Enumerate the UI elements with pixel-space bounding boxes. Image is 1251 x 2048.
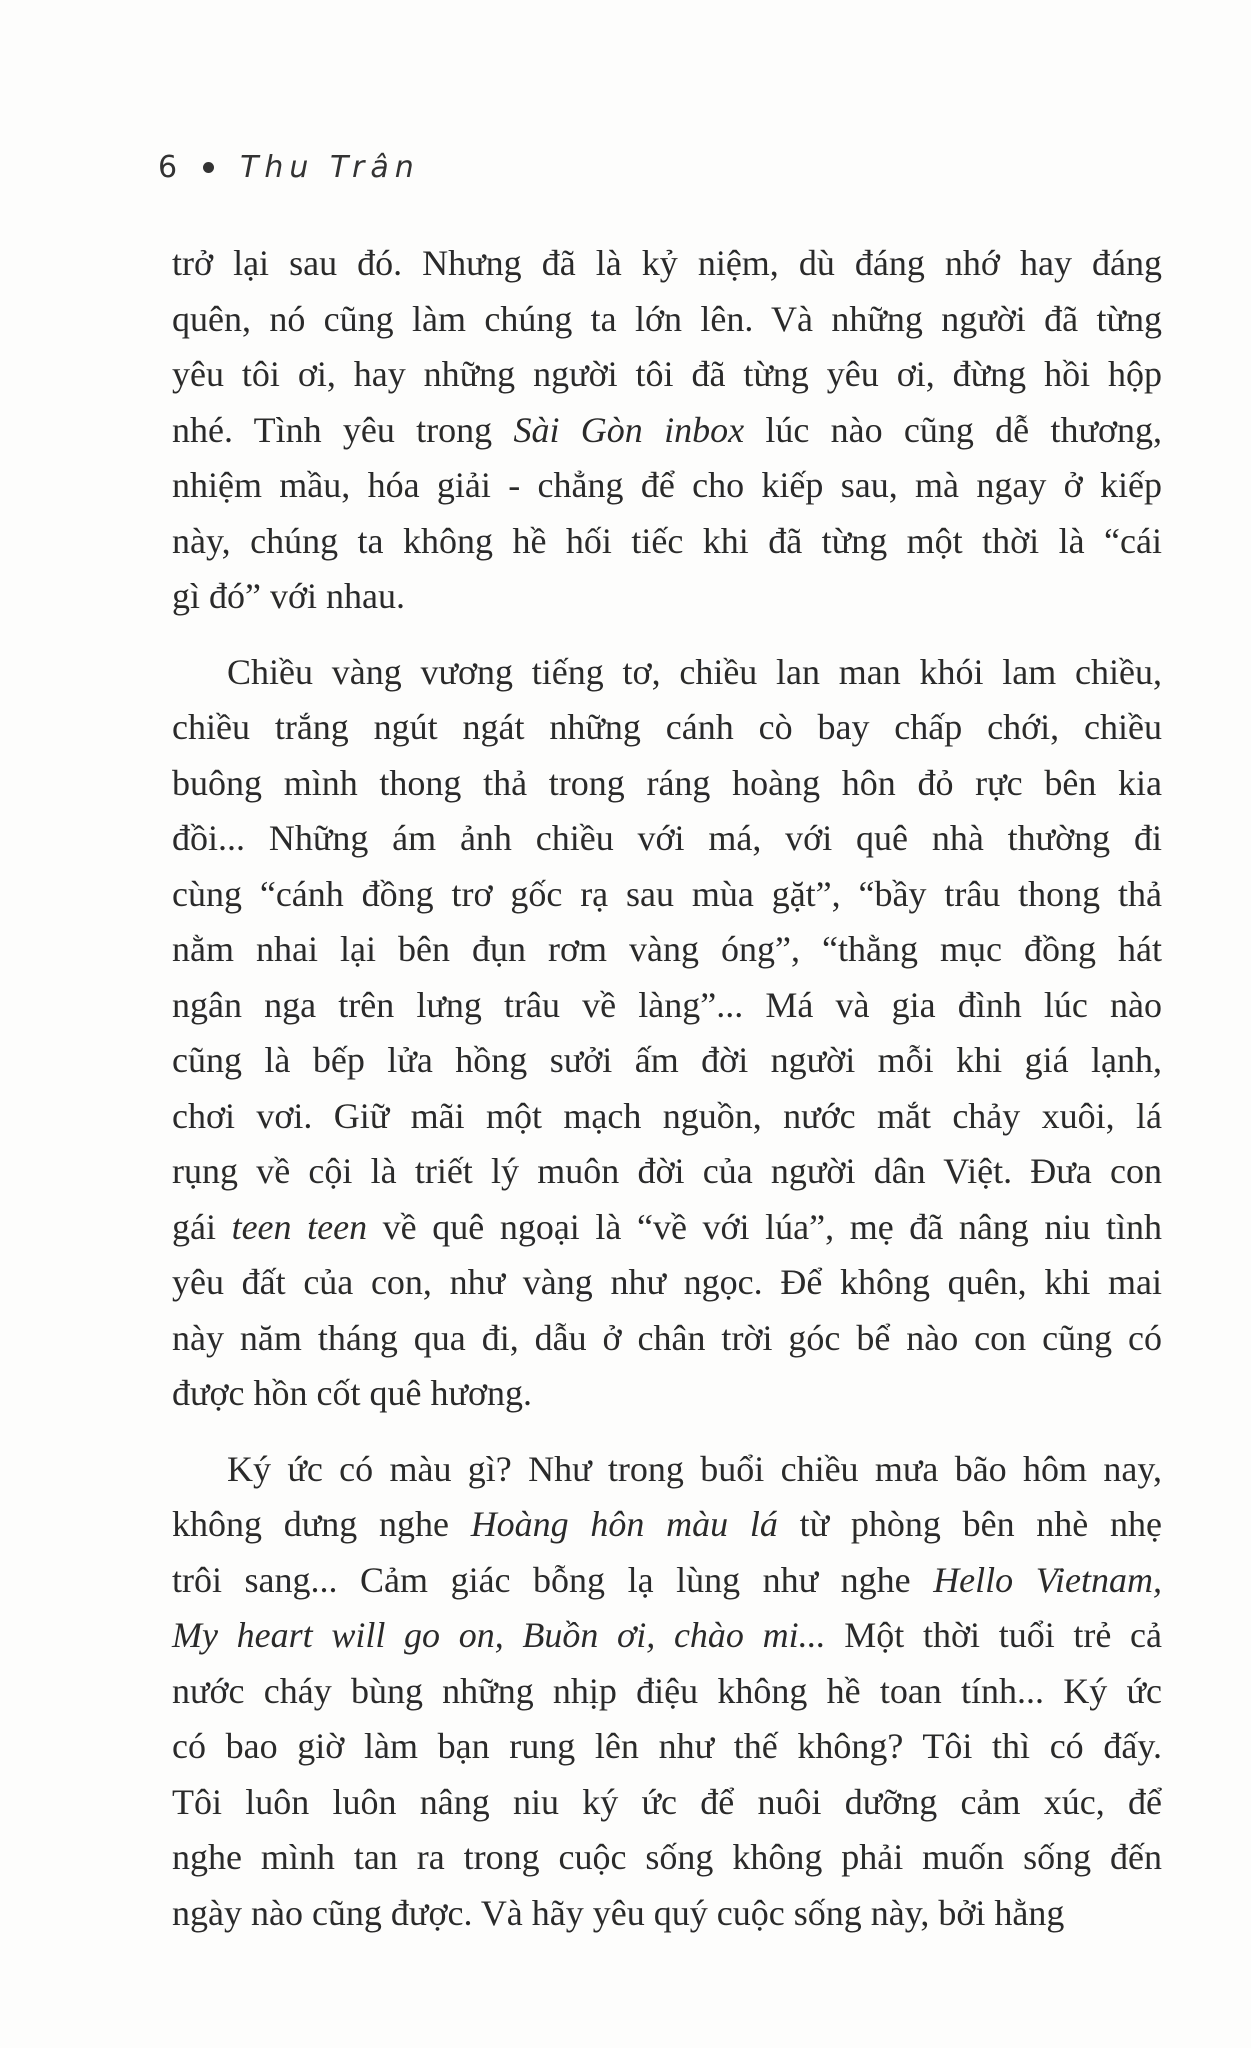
text-line: [172, 1366, 1162, 1422]
running-head-author: Thu Trân: [240, 150, 420, 185]
text-line: [172, 1442, 1162, 1498]
text-run: nằm nhai lại bên đụn rơm vàng óng”, “thằng mục đồng hát: [172, 929, 1162, 969]
paragraph: [172, 236, 1162, 625]
text-run: lúc nào cũng dễ thương,: [744, 409, 1163, 450]
text-line: [172, 867, 1162, 923]
bullet-icon: [203, 162, 214, 173]
text-run: từ phòng bên nhè nhẹ: [777, 1504, 1162, 1544]
text-line: [172, 1886, 1162, 1942]
text-line: [172, 1775, 1162, 1831]
text-line: [172, 1497, 1162, 1553]
text-run: chơi vơi. Giữ mãi một mạch nguồn, nước mắt chảy xuôi, lá: [172, 1095, 1162, 1136]
paragraph: [172, 1442, 1162, 1942]
italic-title: Hoàng hôn màu lá: [470, 1504, 778, 1544]
text-run: yêu đất của con, như vàng như ngọc. Để không quên, khi mai: [172, 1262, 1162, 1302]
text-run: nhiệm mầu, hóa giải - chẳng để cho kiếp sau, mà ngay ở kiếp: [172, 465, 1162, 505]
italic-title: teen teen: [231, 1206, 368, 1247]
text-run: được hồn cốt quê hương.: [172, 1373, 533, 1413]
text-run: cùng “cánh đồng trơ gốc rạ sau mùa gặt”, “bầy trâu thong thả: [172, 873, 1162, 914]
text-run: không dưng nghe: [172, 1504, 471, 1544]
text-run: trở lại sau đó. Nhưng đã là kỷ niệm, dù đáng nhớ hay đáng: [172, 243, 1162, 283]
text-run: Chiều vàng vương tiếng tơ, chiều lan man khói lam chiều,: [227, 651, 1162, 692]
paragraph: [172, 645, 1162, 1422]
text-line: [172, 514, 1162, 570]
text-run: rụng về cội là triết lý muôn đời của người dân Việt. Đưa con: [172, 1151, 1162, 1191]
text-run: này, chúng ta không hề hối tiếc khi đã từng một thời là “cái: [172, 520, 1162, 561]
running-head: [158, 150, 420, 185]
text-run: Một thời tuổi trẻ cả: [825, 1615, 1162, 1655]
text-line: [172, 1144, 1162, 1200]
text-line: [172, 1033, 1162, 1089]
text-line: [172, 1311, 1162, 1367]
text-run: cũng là bếp lửa hồng sưởi ấm đời người mỗi khi giá lạnh,: [172, 1040, 1162, 1080]
text-run: này năm tháng qua đi, dẫu ở chân trời góc bể nào con cũng có: [172, 1317, 1162, 1358]
text-run: ngân nga trên lưng trâu về làng”... Má và gia đình lúc nào: [172, 984, 1162, 1025]
text-run: có bao giờ làm bạn rung lên như thế không? Tôi thì có đấy.: [172, 1726, 1162, 1766]
text-run: nước cháy bùng những nhịp điệu không hề toan tính... Ký ức: [172, 1670, 1162, 1711]
body-text: [172, 236, 1162, 1941]
text-line: [172, 811, 1162, 867]
text-line: [172, 1255, 1162, 1311]
text-line: [172, 1553, 1162, 1609]
text-line: [172, 1089, 1162, 1145]
text-line: [172, 1608, 1162, 1664]
text-run: Tôi luôn luôn nâng niu ký ức để nuôi dưỡng cảm xúc, để: [172, 1781, 1162, 1822]
text-line: [172, 922, 1162, 978]
text-run: đồi... Những ám ảnh chiều với má, với quê nhà thường đi: [172, 818, 1162, 858]
text-run: chiều trắng ngút ngát những cánh cò bay chấp chới, chiều: [172, 707, 1162, 747]
text-line: [172, 458, 1162, 514]
italic-title: My heart will go on, Buồn ơi, chào mi...: [172, 1615, 826, 1655]
text-line: [172, 1200, 1162, 1256]
text-run: nghe mình tan ra trong cuộc sống không phải muốn sống đến: [172, 1837, 1162, 1877]
text-run: quên, nó cũng làm chúng ta lớn lên. Và những người đã từng: [172, 298, 1162, 339]
text-line: [172, 1664, 1162, 1720]
text-run: buông mình thong thả trong ráng hoàng hôn đỏ rực bên kia: [172, 762, 1162, 803]
text-line: [172, 292, 1162, 348]
text-run: Ký ức có màu gì? Như trong buổi chiều mưa bão hôm nay,: [227, 1448, 1162, 1489]
italic-title: Sài Gòn inbox: [513, 409, 745, 450]
text-run: gì đó” với nhau.: [172, 576, 405, 616]
text-line: [172, 700, 1162, 756]
text-line: [172, 347, 1162, 403]
text-line: [172, 756, 1162, 812]
text-run: nhé. Tình yêu trong: [172, 409, 514, 450]
text-line: [172, 569, 1162, 625]
text-line: [172, 645, 1162, 701]
text-run: ngày nào cũng được. Và hãy yêu quý cuộc sống này, bởi hằng: [172, 1892, 1065, 1933]
text-run: yêu tôi ơi, hay những người tôi đã từng yêu ơi, đừng hồi hộp: [172, 354, 1162, 394]
text-line: [172, 1719, 1162, 1775]
italic-title: Hello Vietnam,: [933, 1559, 1162, 1600]
text-line: [172, 403, 1162, 459]
text-line: [172, 236, 1162, 292]
text-line: [172, 978, 1162, 1034]
page-number: 6: [158, 150, 182, 185]
text-run: trôi sang... Cảm giác bỗng lạ lùng như nghe: [172, 1559, 934, 1600]
text-line: [172, 1830, 1162, 1886]
text-run: gái: [172, 1206, 232, 1247]
text-run: về quê ngoại là “về với lúa”, mẹ đã nâng niu tình: [367, 1206, 1162, 1247]
